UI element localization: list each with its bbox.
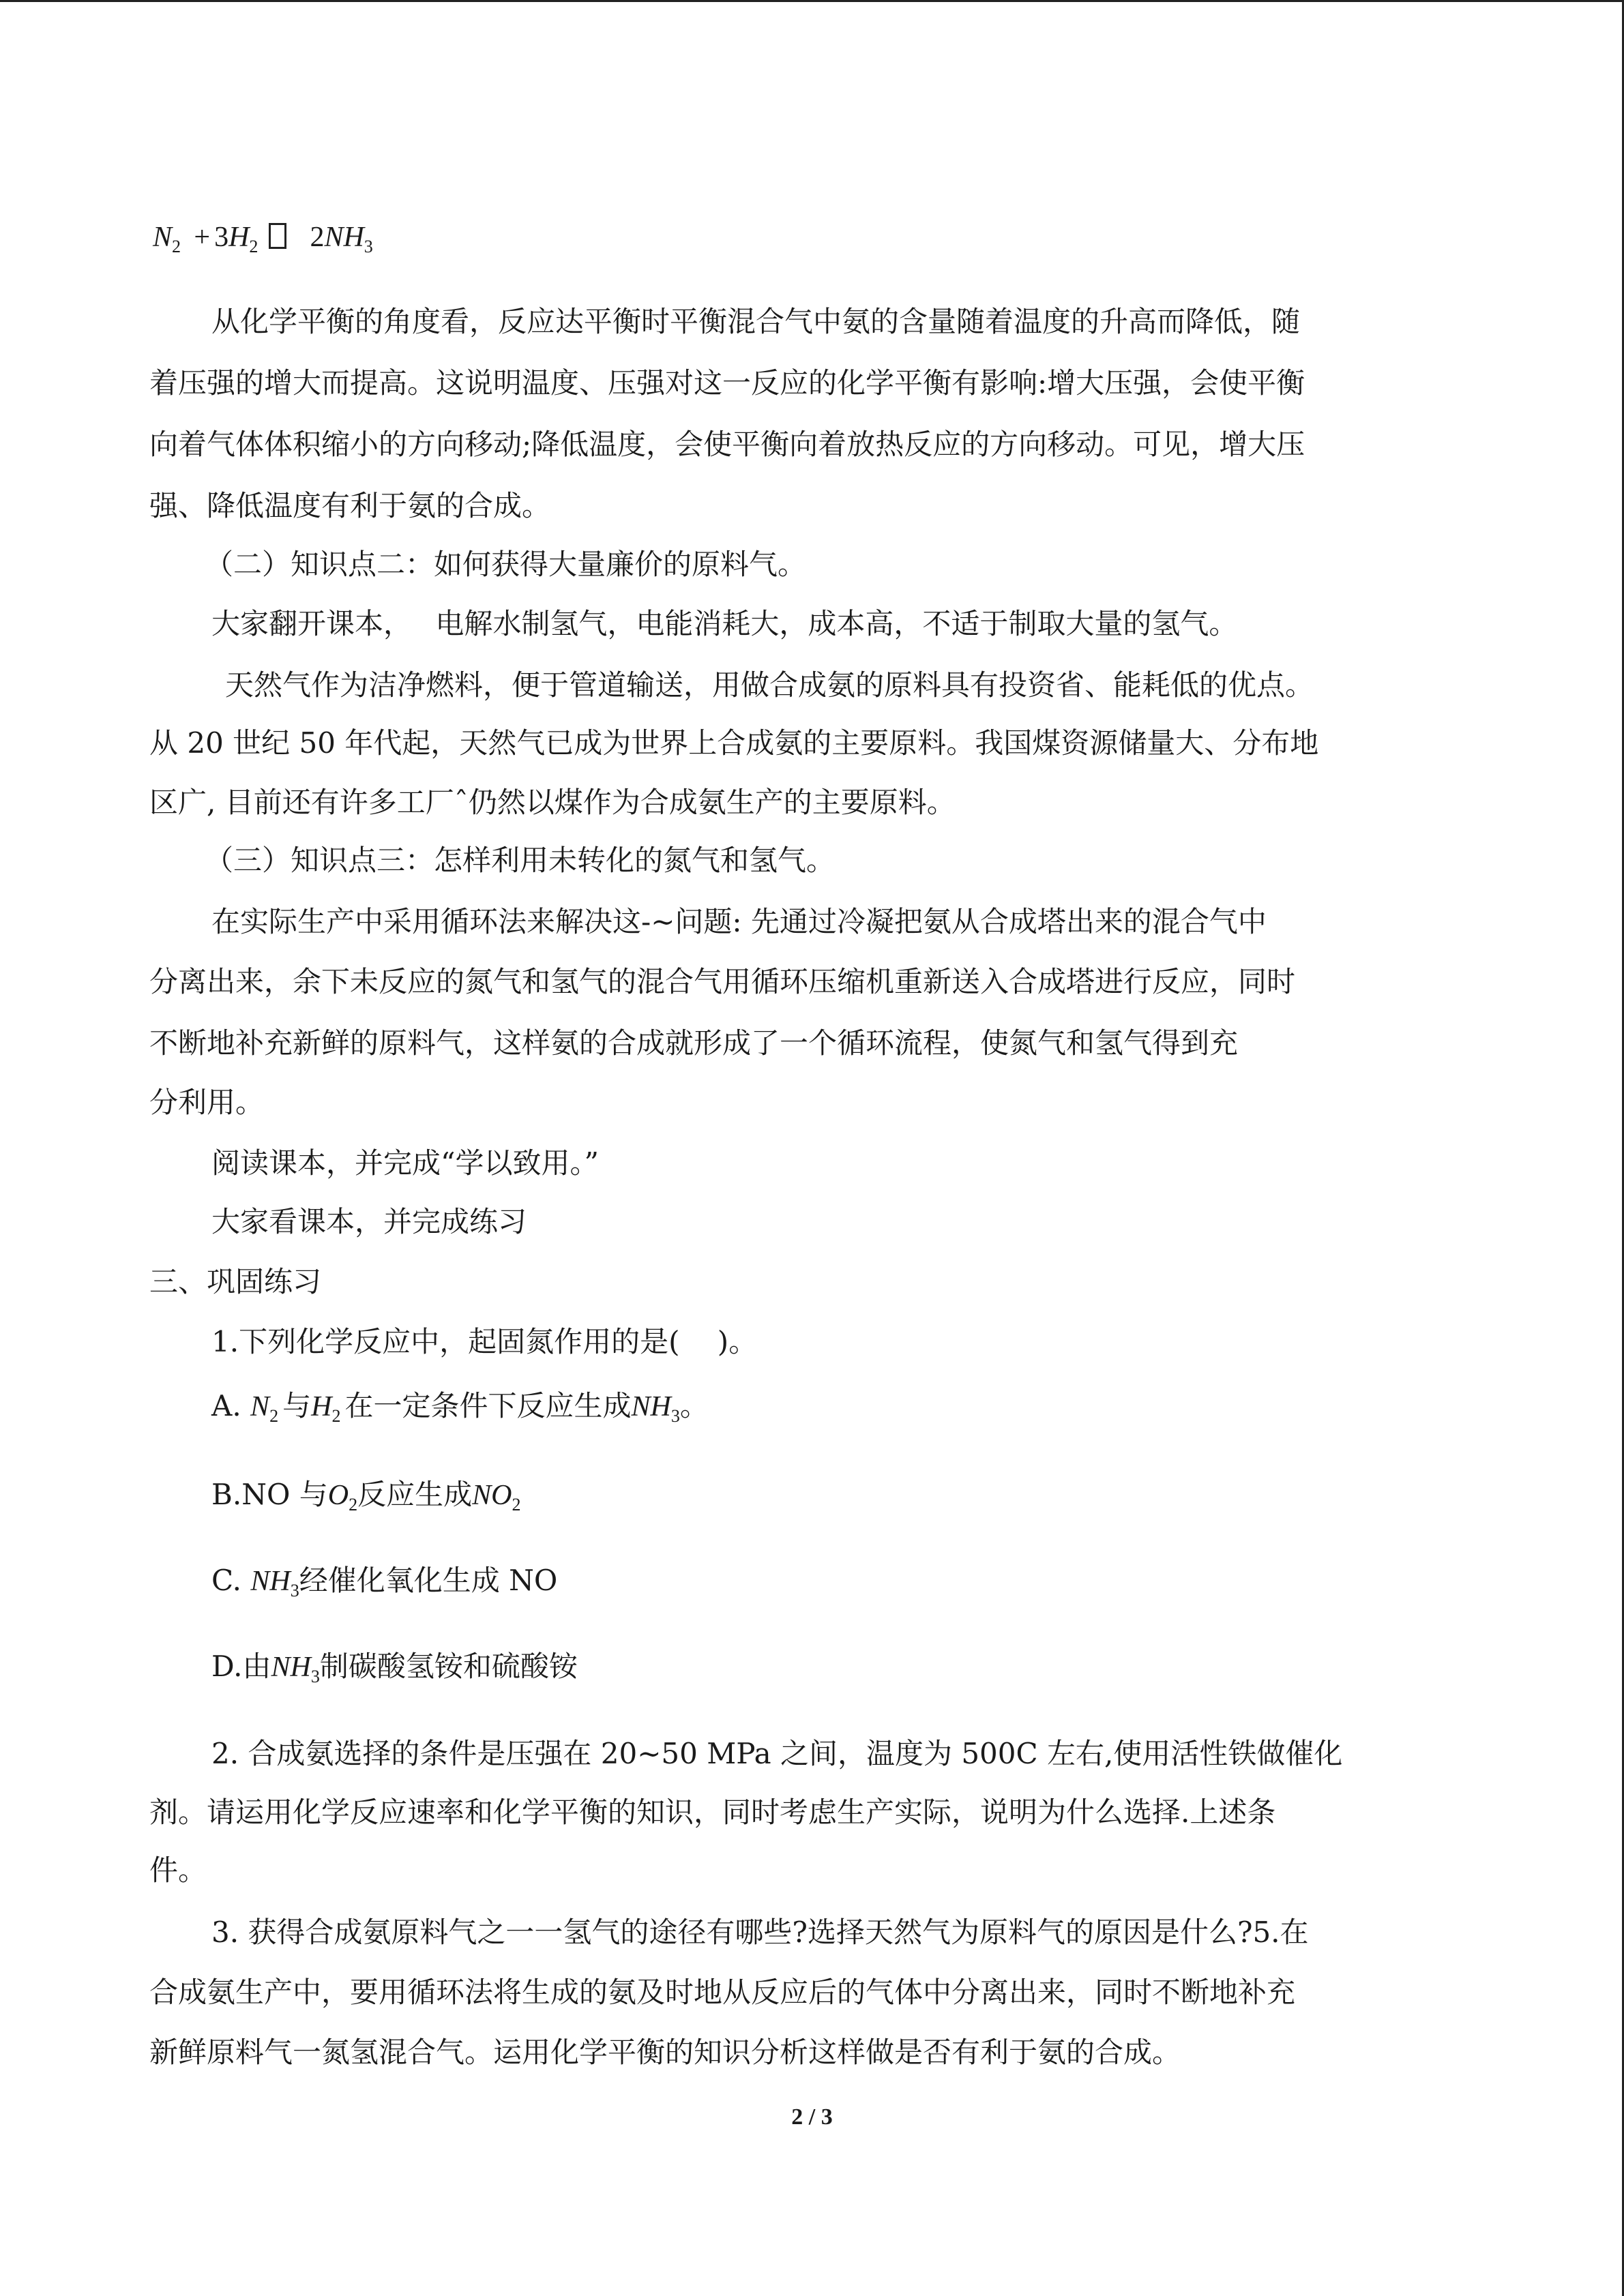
question-2-line-2: 剂。请运用化学反应速率和化学平衡的知识，同时考虑生产实际，说明为什么选择.上述条 — [149, 1795, 1276, 1829]
n2-formula: $N_2$ — [250, 1391, 279, 1427]
question-3-line-3: 新鲜原料气一氮氢混合气。运用化学平衡的知识分析这样做是否有利于氨的合成。 — [149, 2036, 1181, 2069]
paragraph-4-line-3: 区广, 目前还有许多工厂ˆ仍然以煤作为合成氨生产的主要原料。 — [149, 786, 956, 819]
question-1-option-a: A. $N_2$ 与$H_2$ 在一定条件下反应生成$NH_3$。 — [211, 1389, 709, 1427]
h2-coefficient: 3 — [214, 222, 229, 253]
page-number: 2 / 3 — [791, 2104, 833, 2130]
question-1-option-c: C. $NH_3$经催化氧化生成 NO — [211, 1564, 558, 1601]
question-3-line-1: 3. 获得合成氨原料气之一一氢气的途径有哪些?选择天然气为原料气的原因是什么?5.在 — [211, 1915, 1309, 1949]
question-2-line-3: 件。 — [149, 1853, 207, 1887]
question-1-stem: 1.下列化学反应中，起固氮作用的是( )。 — [211, 1325, 758, 1358]
knowledge-point-2-heading: （二）知识点二：如何获得大量廉价的原料气。 — [205, 548, 807, 581]
reaction-equation — [153, 222, 373, 257]
paragraph-4-line-1: 天然气作为洁净燃料，便于管道输送，用做合成氨的原料具有投资省、能耗低的优点。 — [225, 668, 1314, 702]
n2-formula: $N_2$ — [153, 222, 181, 257]
paragraph-6-line-1: 在实际生产中采用循环法来解决这-~问题: 先通过冷凝把氨从合成塔出来的混合气中 — [211, 905, 1267, 938]
nh3-formula: $NH_3$ — [631, 1391, 680, 1427]
paragraph-1-line-3: 向着气体体积缩小的方向移动;降低温度，会使平衡向着放热反应的方向移动。可见，增大压 — [149, 428, 1305, 461]
h2-formula: $H_2$ — [311, 1391, 341, 1427]
paragraph-8: 大家看课本，并完成练习 — [211, 1205, 527, 1238]
question-2-line-1: 2. 合成氨选择的条件是压强在 20~50 MPa 之间，温度为 500C 左右,使用活性铁做催化 — [211, 1737, 1343, 1770]
nh3-formula: $NH_3$ — [250, 1566, 299, 1601]
reversible-arrow-placeholder-icon — [269, 223, 286, 249]
no2-formula: $NO_2$ — [472, 1480, 521, 1515]
paragraph-1-line-2: 着压强的增大而提高。这说明温度、压强对这一反应的化学平衡有影响:增大压强，会使平衡 — [149, 366, 1305, 400]
h2-formula: $H_2$ — [228, 222, 259, 257]
plus-sign: + — [194, 222, 211, 253]
paragraph-6-line-2: 分离出来，余下未反应的氮气和氢气的混合气用循环压缩机重新送入合成塔进行反应，同时 — [149, 965, 1296, 998]
nh3-formula: $NH_3$ — [271, 1652, 320, 1687]
section-3-heading: 三、巩固练习 — [149, 1265, 322, 1298]
paragraph-3: 大家翻开课本， 电解水制氢气，电能消耗大，成本高，不适于制取大量的氢气。 — [211, 607, 1238, 640]
question-1-option-b: B.NO 与$O_2$反应生成$NO_2$ — [211, 1478, 521, 1515]
paragraph-1-line-4: 强、降低温度有利于氨的合成。 — [149, 489, 551, 522]
paragraph-7: 阅读课本，并完成“学以致用。” — [211, 1146, 599, 1180]
paragraph-4-line-2: 从 20 世纪 50 年代起，天然气已成为世界上合成氨的主要原料。我国煤资源储量大、分布地 — [149, 726, 1319, 760]
knowledge-point-3-heading: （三）知识点三：怎样利用未转化的氮气和氢气。 — [205, 844, 836, 877]
question-3-line-2: 合成氨生产中，要用循环法将生成的氨及时地从反应后的气体中分离出来，同时不断地补充 — [149, 1976, 1296, 2009]
question-1-option-d: D.由$NH_3$制碳酸氢铵和硫酸铵 — [211, 1650, 578, 1687]
nh3-formula: $NH_3$ — [324, 222, 373, 257]
paragraph-1-line-1: 从化学平衡的角度看，反应达平衡时平衡混合气中氨的含量随着温度的升高而降低，随 — [211, 305, 1301, 338]
product-coefficient: 2 — [310, 222, 325, 253]
paragraph-6-line-4: 分利用。 — [149, 1086, 265, 1119]
o2-formula: $O_2$ — [327, 1480, 358, 1515]
paragraph-6-line-3: 不断地补充新鲜的原料气，这样氨的合成就形成了一个循环流程，使氮气和氢气得到充 — [149, 1026, 1239, 1060]
